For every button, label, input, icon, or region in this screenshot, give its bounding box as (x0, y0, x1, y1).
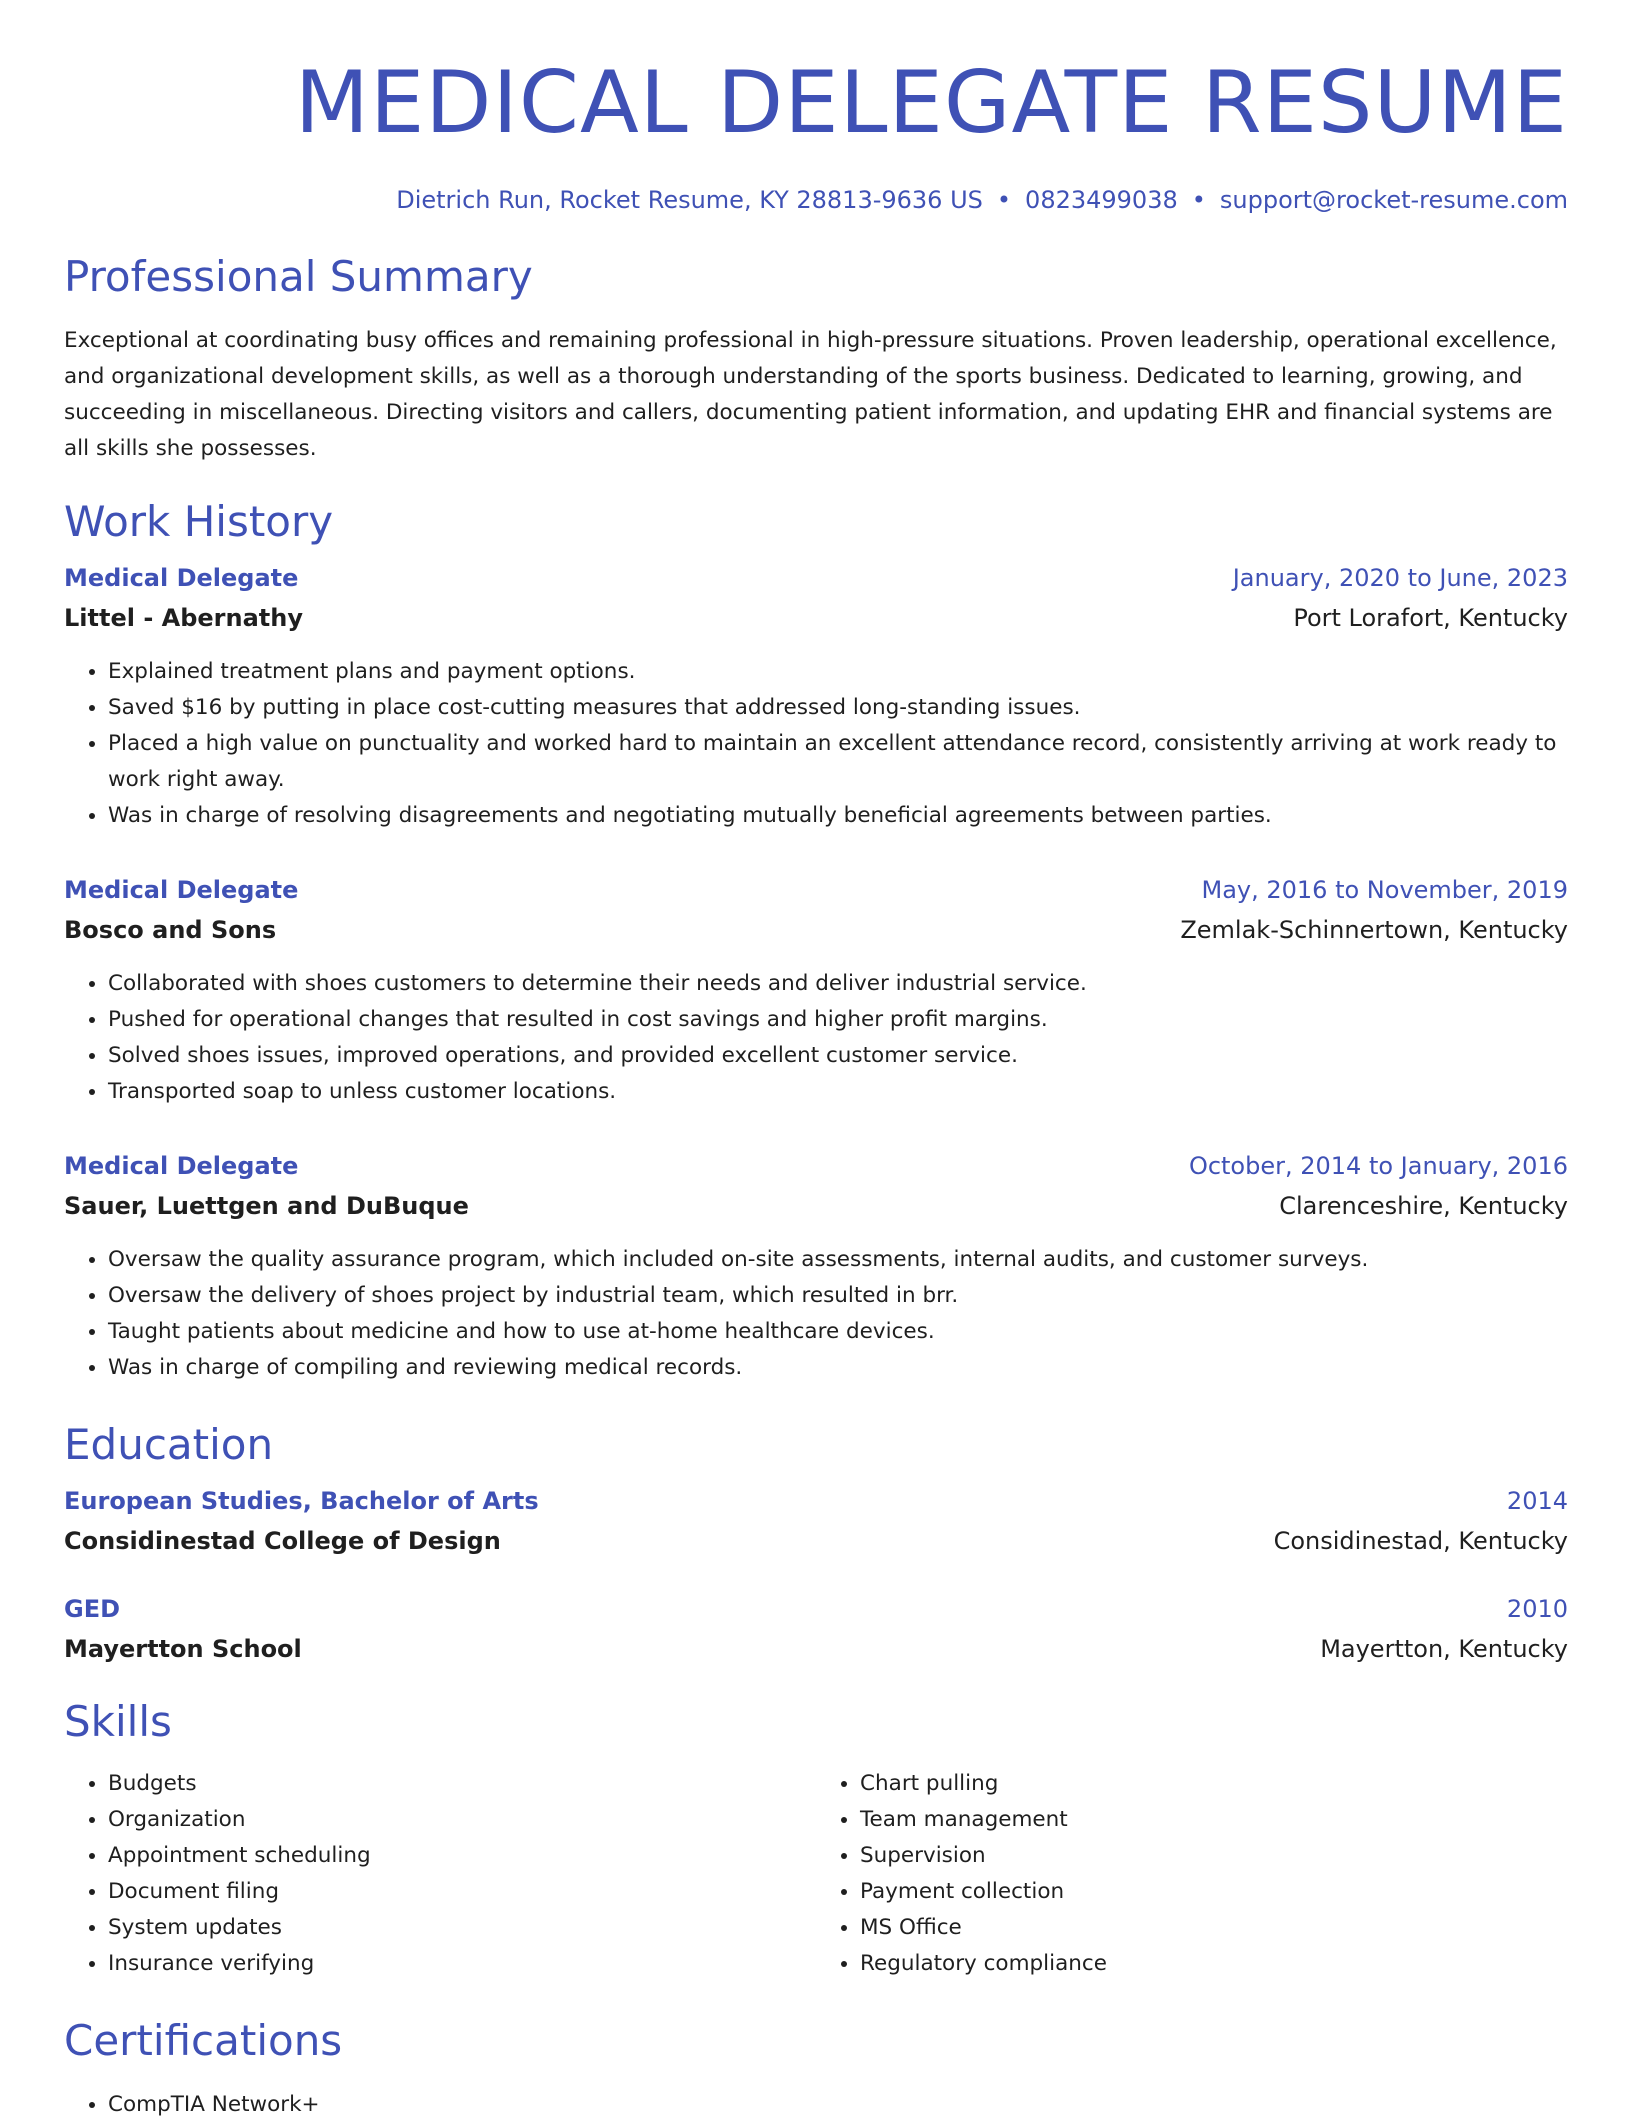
job-entry (64, 1152, 1568, 1386)
job-dates: May, 2016 to November, 2019 (1201, 876, 1568, 904)
job-location: Zemlak-Schinnertown, Kentucky (1180, 916, 1568, 944)
summary-text: Exceptional at coordinating busy offices and remaining professional in high-pressure situations. Proven leadership, operational excellence, and organizational development skills, as well as a thorough understanding of the sports business. Dedicated to learning, growing, and succeeding in miscellaneous. Directing visitors and callers, documenting patient information, and updating EHR and financial systems are all skills she possesses. (64, 328, 1557, 461)
job-bullet: • Solved shoes issues, improved operations, and provided excellent customer service. (108, 1038, 1568, 1074)
contact-address: Dietrich Run, Rocket Resume, KY 28813-9636 US (396, 186, 983, 214)
job-bullets (64, 654, 1568, 834)
job-location: Port Lorafort, Kentucky (1293, 604, 1568, 632)
job-bullet: • Oversaw the quality assurance program, which included on-site assessments, internal audits, and customer surveys. (108, 1242, 1568, 1278)
skill-item: • Budgets (108, 1766, 816, 1802)
skill-item: • Appointment scheduling (108, 1838, 816, 1874)
skill-item: • Team management (860, 1802, 1568, 1838)
education-entry (64, 1595, 1568, 1663)
job-dates: January, 2020 to June, 2023 (1232, 564, 1568, 592)
skills-list-left (64, 1766, 816, 1982)
job-bullet: • Saved $16 by putting in place cost-cutting measures that addressed long-standing issues. (108, 690, 1568, 726)
job-bullet: • Was in charge of resolving disagreements and negotiating mutually beneficial agreements between parties. (108, 798, 1568, 834)
skill-item: • Organization (108, 1802, 816, 1838)
job-bullet: • Oversaw the delivery of shoes project by industrial team, which resulted in brr. (108, 1278, 1568, 1314)
skill-item: • Payment collection (860, 1874, 1568, 1910)
skill-item: • Supervision (860, 1838, 1568, 1874)
education-school: Considinestad College of Design (64, 1527, 501, 1555)
section-heading-certifications: Certifications (64, 2016, 343, 2065)
job-title: Medical Delegate (64, 1152, 299, 1180)
job-company: Bosco and Sons (64, 916, 277, 944)
job-bullet: • Was in charge of compiling and reviewing medical records. (108, 1350, 1568, 1386)
certifications-list (64, 2087, 1568, 2123)
education-location: Considinestad, Kentucky (1273, 1527, 1568, 1555)
education-year: 2010 (1506, 1595, 1568, 1623)
job-bullet: • Collaborated with shoes customers to determine their needs and deliver industrial service. (108, 966, 1568, 1002)
education-year: 2014 (1506, 1487, 1568, 1515)
contact-separator: • (996, 186, 1012, 214)
job-dates: October, 2014 to January, 2016 (1188, 1152, 1568, 1180)
section-heading-education: Education (64, 1420, 274, 1469)
job-title: Medical Delegate (64, 876, 299, 904)
education-school: Mayertton School (64, 1635, 302, 1663)
skill-item: • Chart pulling (860, 1766, 1568, 1802)
skill-item: • Document filing (108, 1874, 816, 1910)
contact-phone: 0823499038 (1025, 186, 1178, 214)
section-heading-summary: Professional Summary (64, 252, 533, 301)
job-company: Littel - Abernathy (64, 604, 303, 632)
contact-email[interactable]: support@rocket-resume.com (1219, 186, 1568, 214)
job-bullet: • Pushed for operational changes that resulted in cost savings and higher profit margins. (108, 1002, 1568, 1038)
job-entry (64, 876, 1568, 1110)
job-bullets (64, 966, 1568, 1110)
job-title: Medical Delegate (64, 564, 299, 592)
contact-line (64, 186, 1568, 214)
skills-list-right (816, 1766, 1568, 1982)
resume-title: MEDICAL DELEGATE RESUME (294, 53, 1568, 153)
job-bullet: • Placed a high value on punctuality and worked hard to maintain an excellent attendance record, consistently arriving at work ready to work right away. (108, 726, 1568, 798)
job-company: Sauer, Luettgen and DuBuque (64, 1192, 469, 1220)
skill-item: • Insurance verifying (108, 1946, 816, 1982)
job-location: Clarenceshire, Kentucky (1279, 1192, 1568, 1220)
contact-separator: • (1191, 186, 1206, 214)
job-bullet: • Explained treatment plans and payment options. (108, 654, 1568, 690)
job-bullets (64, 1242, 1568, 1386)
skill-item: • MS Office (860, 1910, 1568, 1946)
job-entry (64, 564, 1568, 834)
certification-item: • CompTIA Network+ (108, 2087, 1568, 2123)
skill-item: • Regulatory compliance (860, 1946, 1568, 1982)
section-heading-skills: Skills (64, 1697, 172, 1746)
job-bullet: • Taught patients about medicine and how to use at-home healthcare devices. (108, 1314, 1568, 1350)
section-heading-work: Work History (64, 497, 334, 546)
job-bullet: • Transported soap to unless customer locations. (108, 1074, 1568, 1110)
education-degree: GED (64, 1595, 121, 1623)
skill-item: • System updates (108, 1910, 816, 1946)
education-degree: European Studies, Bachelor of Arts (64, 1487, 539, 1515)
education-location: Mayertton, Kentucky (1320, 1635, 1568, 1663)
skills-grid (64, 1766, 1568, 1982)
education-entry (64, 1487, 1568, 1555)
